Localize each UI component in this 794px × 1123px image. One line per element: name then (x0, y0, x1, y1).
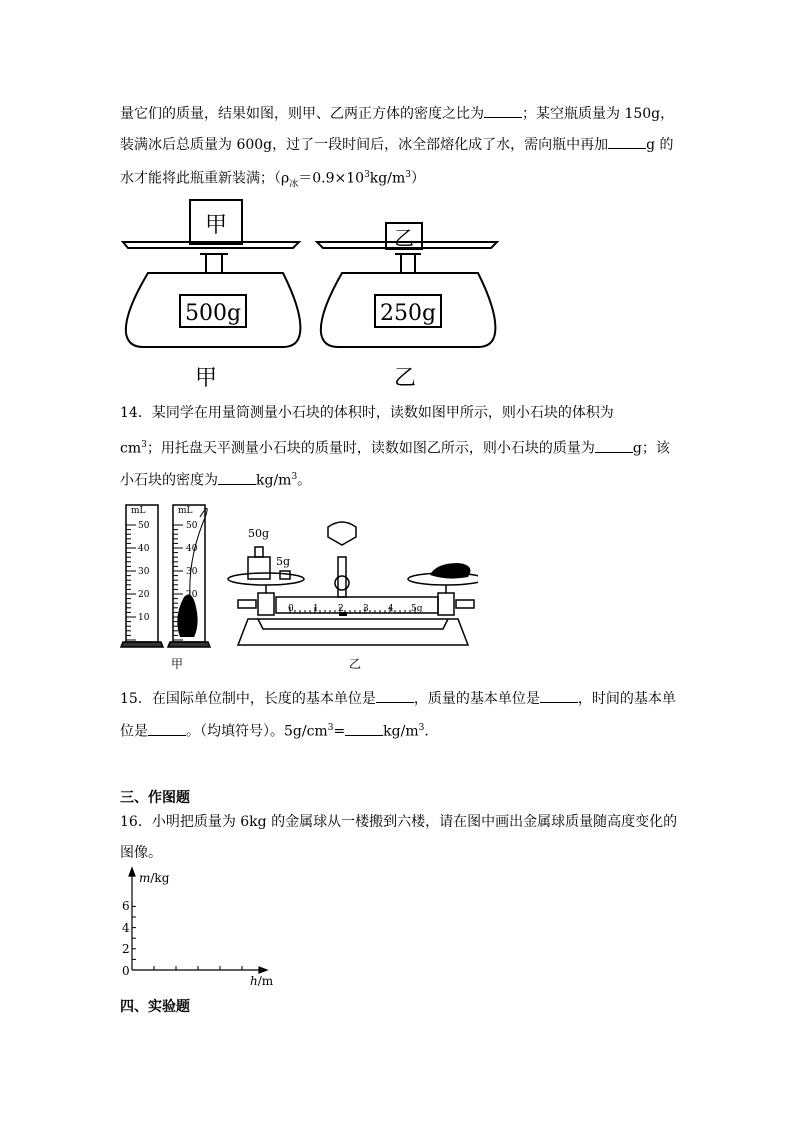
x-axis-label: h/m (250, 974, 274, 988)
scale-label: 1 (313, 604, 319, 614)
answer-blank[interactable] (608, 134, 646, 149)
caption-right: 乙 (349, 657, 362, 671)
q13-scales-figure (118, 195, 508, 395)
tick-label: 10 (138, 613, 150, 623)
q14-line1: 14．某同学在用量筒测量小石块的体积时，读数如图甲所示，则小石块的体积为 (120, 405, 614, 421)
display-left-value: 500g (184, 301, 242, 326)
unit-label: mL (131, 506, 146, 516)
balance (228, 522, 478, 645)
x-axis-arrow (259, 967, 267, 973)
weight-small-label: 5g (276, 555, 291, 568)
q13-line2: 装满冰后总质量为 600g，过了一段时间后，冰全部熔化成了水，需向瓶中再加 g 的 (120, 134, 674, 154)
tick-label: 40 (186, 544, 198, 554)
tick-label: 30 (138, 567, 150, 577)
y-axis-arrow (129, 868, 135, 876)
display-right-value: 250g (379, 301, 437, 326)
scale-label: 3 (363, 604, 369, 614)
q14-line2: $cm^3$；用托盘天平测量小石块的质量时，读数如图乙所示，则小石块的质量为 g；该 (120, 436, 670, 458)
y-tick-label: 0 (122, 964, 130, 978)
answer-blank[interactable] (345, 721, 383, 736)
stone-on-pan (430, 563, 470, 579)
weight-big-label: 50g (248, 527, 270, 540)
q13-line3: 水才能将此瓶重新装满；$(\rho_冰=0.9\times 10^3kg/m^3)$ (120, 170, 425, 190)
y-tick-label: 2 (122, 942, 130, 956)
cube-right-label: 乙 (394, 226, 414, 250)
tick-label: 10 (186, 613, 198, 623)
y-tick-label: 6 (122, 899, 130, 913)
tick-label: 50 (138, 521, 150, 531)
answer-blank[interactable] (148, 721, 186, 736)
tick-label: 30 (186, 567, 198, 577)
section-title: 三、作图题 (120, 790, 190, 806)
y-tick-label: 4 (122, 921, 130, 935)
tick-label: 50 (186, 521, 198, 531)
q15-line1: 15．在国际单位制中，长度的基本单位是 ，质量的基本单位是 ，时间的基本单 (120, 688, 676, 708)
scale-label: 0 (288, 604, 294, 614)
answer-blank[interactable] (595, 438, 633, 453)
caption-left: 甲 (194, 366, 218, 391)
tick-label: 40 (138, 544, 150, 554)
answer-blank[interactable] (484, 103, 522, 118)
tick-label: 20 (186, 590, 198, 600)
q16-graph (118, 866, 288, 990)
unit-label: mL (178, 506, 193, 516)
q16-line1: 16．小明把质量为 6kg 的金属球从一楼搬到六楼，请在图中画出金属球质量随高度变化的 (120, 814, 678, 830)
q16-line2: 图像。 (120, 845, 162, 861)
q14-line3: 小石块的密度为 $kg/m^3$。 (120, 468, 311, 490)
q15-line2: 位是 。（均填符号）。$5g/cm^3= kg/m^3$. (120, 719, 429, 741)
scale-label: 5g (411, 604, 423, 614)
tick-label: 20 (138, 590, 150, 600)
answer-blank[interactable] (218, 470, 256, 485)
q13-line1: 量它们的质量，结果如图，则甲、乙两正方体的密度之比为 ；某空瓶质量为 150g， (120, 103, 674, 123)
scale-label: 4 (388, 604, 394, 614)
caption-right: 乙 (393, 366, 417, 391)
section-title: 四、实验题 (120, 999, 190, 1015)
answer-blank[interactable] (540, 688, 578, 703)
answer-blank[interactable] (376, 688, 414, 703)
scale-label: 2 (338, 604, 344, 614)
cube-left-label: 甲 (204, 213, 228, 238)
q14-figure (118, 497, 478, 673)
caption-left: 甲 (171, 657, 184, 671)
y-axis-label: m/kg (139, 871, 170, 885)
